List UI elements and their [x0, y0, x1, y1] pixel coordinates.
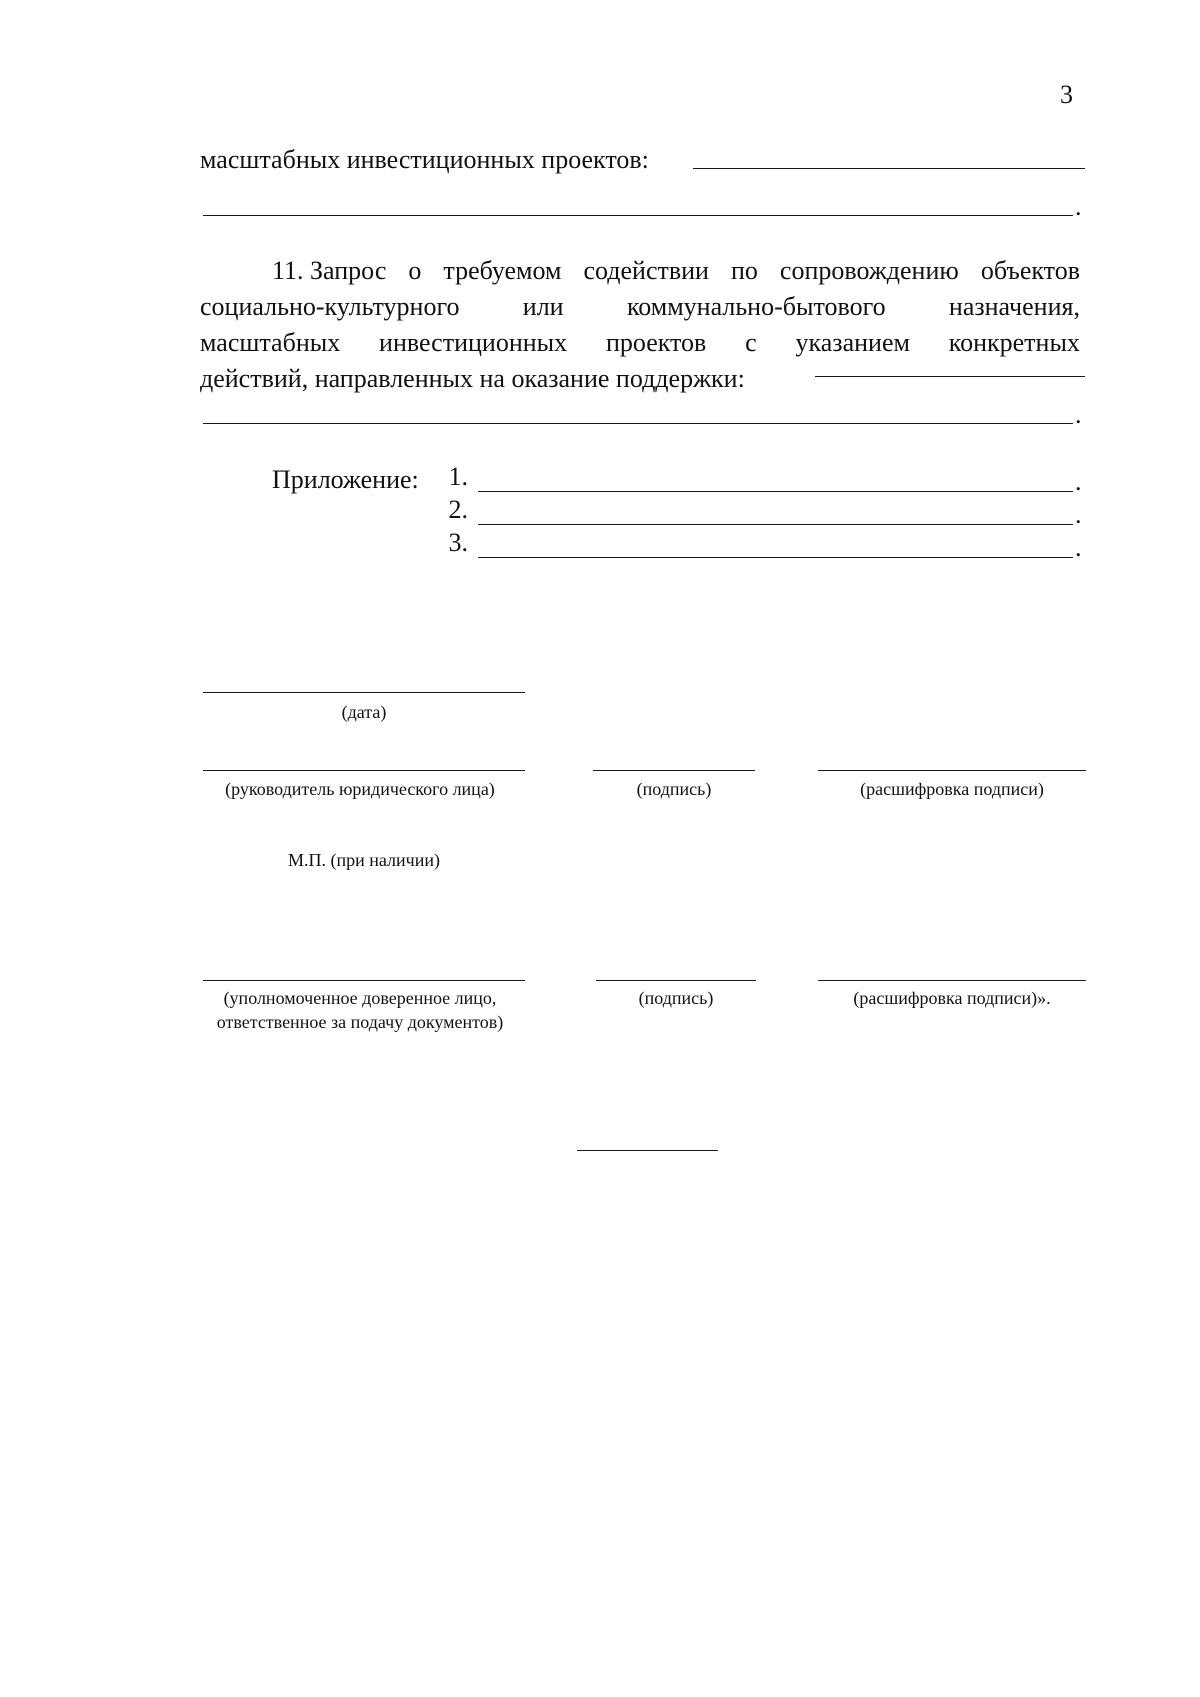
proxy-signature-caption: (подпись): [638, 988, 714, 1008]
appendix-item-3-number: 3.: [448, 528, 468, 557]
section11-end-dot: .: [1075, 400, 1082, 429]
word: или: [522, 292, 564, 321]
word: по: [730, 256, 758, 285]
word: требуемом: [443, 256, 562, 285]
word: масштабных: [200, 328, 341, 357]
page-number: 3: [1060, 80, 1073, 109]
section10-end-dot: .: [1075, 192, 1082, 221]
word: 11. Запрос: [272, 256, 387, 285]
word: с: [745, 328, 757, 357]
word: о: [408, 256, 422, 285]
appendix-item-3-line[interactable]: [478, 557, 1073, 558]
word: содействии: [583, 256, 709, 285]
proxy-name-line[interactable]: [203, 980, 525, 981]
word: коммунально-бытового: [626, 292, 886, 321]
section10-tail-text: масштабных инвестиционных проектов:: [200, 145, 649, 174]
appendix-item-2-line[interactable]: [478, 524, 1073, 525]
word: социально-культурного: [200, 292, 460, 321]
appendix-item-1-number: 1.: [448, 462, 468, 491]
word: проектов: [605, 328, 707, 357]
head-signature-caption: (подпись): [636, 779, 712, 799]
section11-line-1: [200, 253, 1080, 289]
proxy-caption: (уполномоченное доверенное лицо, ответственное за подачу документов): [216, 988, 504, 1032]
end-separator: [577, 1150, 718, 1151]
word: сопровождению: [779, 256, 959, 285]
word: объектов: [980, 256, 1080, 285]
section11-line-2: [200, 289, 1080, 325]
stamp-caption: М.П. (при наличии): [288, 850, 440, 870]
appendix-item-1-line[interactable]: [478, 491, 1073, 492]
appendix-label: Приложение:: [272, 465, 419, 494]
section10-answer-line-2[interactable]: [203, 215, 1073, 216]
word: указанием: [795, 328, 910, 357]
appendix-item-2-dot: .: [1075, 500, 1082, 529]
section10-answer-line-1[interactable]: [693, 168, 1085, 169]
head-caption: (руководитель юридического лица): [225, 779, 495, 799]
word: назначения,: [948, 292, 1080, 321]
section11-answer-line-1[interactable]: [815, 376, 1085, 377]
section11-line-4: [200, 361, 1080, 397]
section11-answer-line-2[interactable]: [203, 423, 1073, 424]
proxy-signature-line[interactable]: [596, 980, 756, 981]
head-signature-line[interactable]: [593, 770, 755, 771]
word: действий, направленных на оказание поддержки:: [200, 364, 745, 393]
date-line[interactable]: [203, 692, 525, 693]
head-decoding-line[interactable]: [818, 770, 1086, 771]
proxy-decoding-line[interactable]: [818, 980, 1086, 981]
word: инвестиционных: [379, 328, 568, 357]
head-decoding-caption: (расшифровка подписи): [860, 779, 1044, 799]
head-name-line[interactable]: [203, 770, 525, 771]
word: конкретных: [948, 328, 1080, 357]
appendix-item-1-dot: .: [1075, 467, 1082, 496]
proxy-decoding-caption: (расшифровка подписи)».: [853, 988, 1051, 1008]
date-caption: (дата): [341, 702, 387, 722]
appendix-item-2-number: 2.: [448, 495, 468, 524]
section11-line-3: [200, 325, 1080, 361]
appendix-item-3-dot: .: [1075, 533, 1082, 562]
